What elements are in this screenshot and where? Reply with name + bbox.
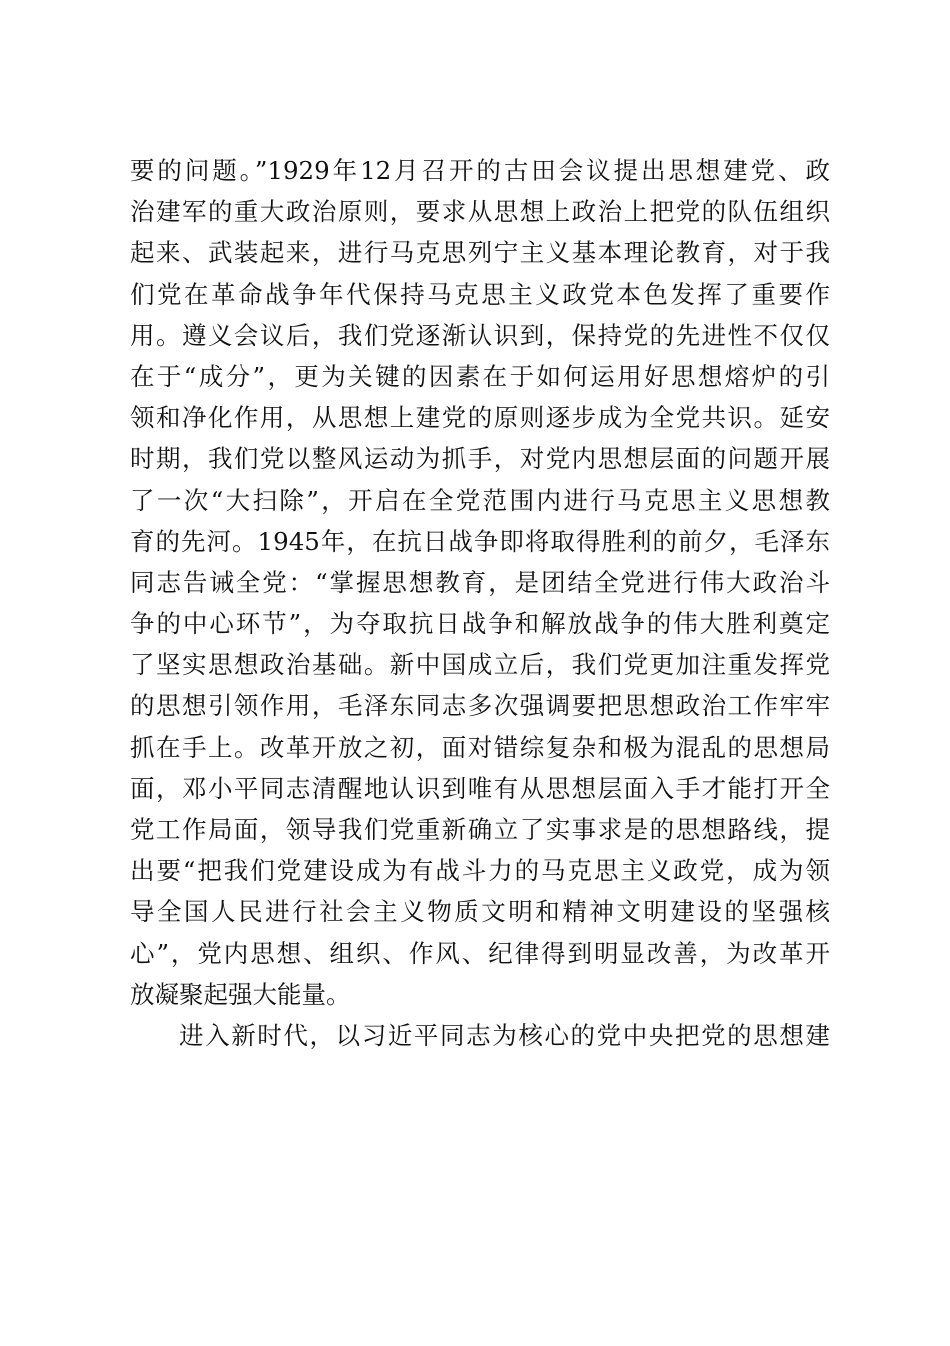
text-line: 出要“把我们党建设成为有战斗力的马克思主义政党，成为领 — [130, 856, 830, 886]
text-line: 用。遵义会议后，我们党逐渐认识到，保持党的先进性不仅仅 — [130, 320, 830, 350]
document-body — [130, 150, 830, 1056]
text-line: 在于“成分”，更为关键的因素在于如何运用好思想熔炉的引 — [130, 361, 830, 391]
text-line: 争的中心环节”，为夺取抗日战争和解放战争的伟大胜利奠定 — [130, 609, 830, 639]
text-line: 心”，党内思想、组织、作风、纪律得到明显改善，为改革开 — [130, 938, 830, 968]
text-line: 党工作局面，领导我们党重新确立了实事求是的思想路线，提 — [130, 815, 830, 844]
text-line: 起来、武装起来，进行马克思列宁主义基本理论教育，对于我 — [130, 238, 830, 268]
text-line: 面，邓小平同志清醒地认识到唯有从思想层面入手才能打开全 — [130, 773, 830, 803]
text-line: 的思想引领作用，毛泽东同志多次强调要把思想政治工作牢牢 — [130, 691, 830, 721]
text-line: 抓在手上。改革开放之初，面对错综复杂和极为混乱的思想局 — [130, 732, 830, 762]
text-line: 们党在革命战争年代保持马克思主义政党本色发挥了重要作 — [130, 279, 830, 309]
text-line: 要的问题。”1929年12月召开的古田会议提出思想建党、政 — [130, 156, 830, 185]
text-line: 时期，我们党以整风运动为抓手，对党内思想层面的问题开展 — [130, 444, 830, 474]
text-line: 育的先河。1945年，在抗日战争即将取得胜利的前夕，毛泽东 — [130, 526, 830, 556]
text-line-paragraph-start: 进入新时代，以习近平同志为核心的党中央把党的思想建 — [179, 1020, 830, 1050]
text-line: 了坚实思想政治基础。新中国成立后，我们党更加注重发挥党 — [130, 650, 830, 680]
text-line: 治建军的重大政治原则，要求从思想上政治上把党的队伍组织 — [130, 197, 830, 227]
text-line: 同志告诫全党：“掌握思想教育，是团结全党进行伟大政治斗 — [130, 567, 830, 597]
text-line: 导全国人民进行社会主义物质文明和精神文明建设的坚强核 — [130, 897, 830, 927]
text-line: 了一次“大扫除”，开启在全党范围内进行马克思主义思想教 — [130, 485, 830, 515]
text-line-paragraph-end: 放凝聚起强大能量。 — [130, 979, 351, 1009]
text-line: 领和净化作用，从思想上建党的原则逐步成为全党共识。延安 — [130, 403, 830, 433]
